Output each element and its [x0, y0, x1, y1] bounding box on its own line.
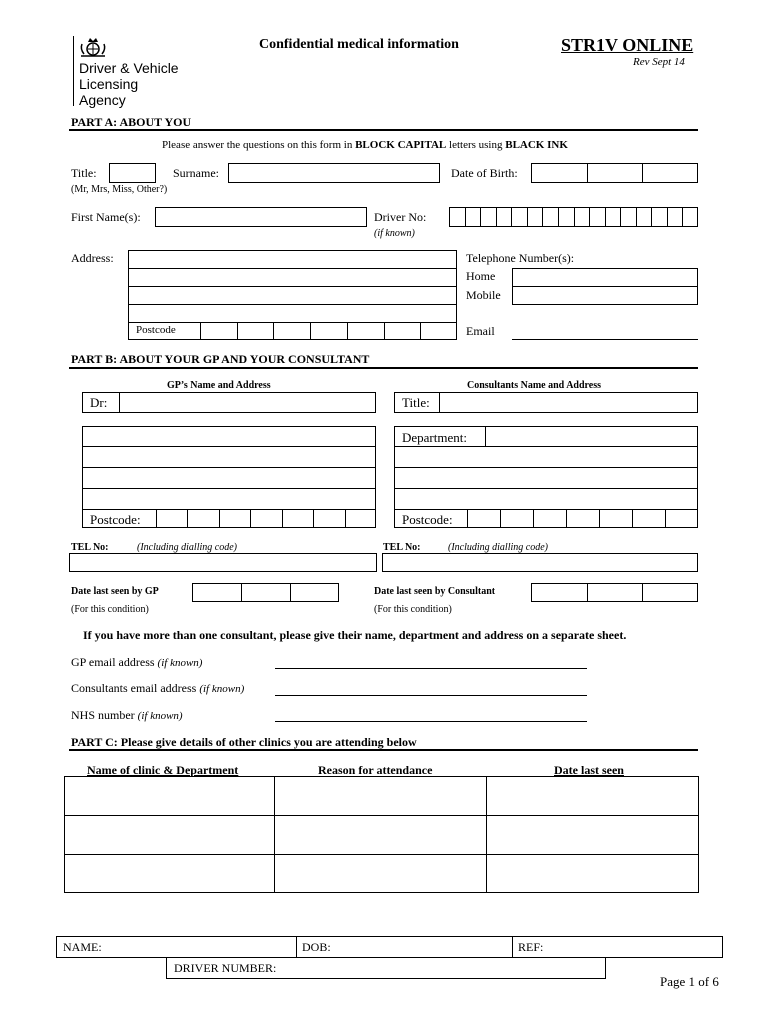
- gp-address-line: [82, 446, 376, 447]
- consultant-postcode-divider: [533, 509, 534, 528]
- first-names-label: First Name(s):: [71, 210, 141, 224]
- part-a-heading: PART A: ABOUT YOU: [71, 115, 192, 129]
- gp-heading: GP’s Name and Address: [167, 380, 271, 391]
- driver-no-divider: [542, 207, 543, 227]
- consultant-seen-field[interactable]: [531, 583, 698, 602]
- address-postcode-divider: [310, 322, 311, 340]
- postcode-divider: [200, 322, 201, 340]
- title-field[interactable]: [109, 163, 156, 183]
- surname-label: Surname:: [173, 166, 219, 180]
- part-c-rule: [69, 749, 698, 751]
- consultant-tel-label: TEL No:: [383, 542, 421, 553]
- logo-rule: [73, 36, 74, 106]
- driver-no-divider: [667, 207, 668, 227]
- driver-no-divider: [682, 207, 683, 227]
- dob-label: Date of Birth:: [451, 166, 518, 180]
- consultant-postcode-divider: [665, 509, 666, 528]
- department-divider: [485, 426, 486, 446]
- driver-no-divider: [620, 207, 621, 227]
- gp-tel-hint: (Including dialling code): [137, 542, 237, 553]
- address-line: [128, 322, 457, 323]
- nhs-label: NHS number (if known): [71, 708, 183, 722]
- driver-no-divider: [496, 207, 497, 227]
- email-field[interactable]: [512, 339, 698, 340]
- consultant-seen-label: Date last seen by Consultant: [374, 586, 496, 597]
- consultant-seen-divider: [587, 583, 588, 602]
- consultant-postcode-divider: [500, 509, 501, 528]
- driver-no-divider: [511, 207, 512, 227]
- address-postcode-divider: [273, 322, 274, 340]
- address-label: Address:: [71, 251, 114, 265]
- nhs-field[interactable]: [275, 721, 587, 722]
- address-postcode-divider: [420, 322, 421, 340]
- address-line: [128, 268, 457, 269]
- dob-field[interactable]: [531, 163, 698, 183]
- agency-line-2: Licensing: [79, 76, 139, 92]
- gp-address-line: [82, 509, 376, 510]
- mobile-label: Mobile: [466, 288, 501, 302]
- consultant-address-line: [394, 446, 698, 447]
- footer-name-label: NAME:: [63, 940, 102, 954]
- surname-field[interactable]: [228, 163, 440, 183]
- form-code: STR1V ONLINE: [561, 35, 694, 55]
- consultant-postcode-divider: [566, 509, 567, 528]
- part-b-rule: [69, 367, 698, 369]
- consultant-tel-hint: (Including dialling code): [448, 542, 548, 553]
- mobile-phone-field[interactable]: [512, 286, 698, 305]
- consultant-title-label: Title:: [402, 395, 430, 410]
- column-header: Date last seen: [554, 763, 624, 777]
- driver-no-divider: [605, 207, 606, 227]
- consultant-postcode-label: Postcode:: [402, 512, 453, 527]
- gp-address-line: [82, 467, 376, 468]
- driver-no-hint: (if known): [374, 228, 415, 239]
- table-row[interactable]: [65, 855, 698, 892]
- postcode-divider: [467, 509, 468, 528]
- consultant-postcode-divider: [599, 509, 600, 528]
- address-line: [128, 304, 457, 305]
- consultant-tel-field[interactable]: [382, 553, 698, 572]
- part-c-heading: PART C: Please give details of other clinics you are attending below: [71, 735, 417, 749]
- part-a-rule: [69, 129, 698, 131]
- telephone-label: Telephone Number(s):: [466, 251, 575, 265]
- dob-divider: [587, 163, 588, 183]
- gp-postcode-label: Postcode:: [90, 512, 141, 527]
- form-heading: Confidential medical information: [259, 37, 459, 52]
- footer-dob-label: DOB:: [302, 940, 331, 954]
- gp-postcode-divider: [282, 509, 283, 528]
- department-label: Department:: [402, 430, 467, 445]
- address-postcode-label: Postcode: [136, 324, 176, 336]
- driver-no-label: Driver No:: [374, 210, 427, 224]
- address-postcode-divider: [237, 322, 238, 340]
- instructions: Please answer the questions on this form in BLOCK CAPITAL letters using BLACK INK: [162, 139, 568, 151]
- revision: Rev Sept 14: [633, 56, 685, 68]
- address-postcode-divider: [347, 322, 348, 340]
- driver-no-divider: [465, 207, 466, 227]
- gp-postcode-divider: [345, 509, 346, 528]
- consultants-email-field[interactable]: [275, 695, 587, 696]
- address-field[interactable]: [128, 250, 457, 340]
- driver-no-divider: [558, 207, 559, 227]
- dr-field[interactable]: [82, 392, 376, 413]
- gp-postcode-divider: [313, 509, 314, 528]
- gp-seen-label: Date last seen by GP: [71, 586, 159, 597]
- agency-line-3: Agency: [79, 92, 126, 108]
- driver-no-divider: [527, 207, 528, 227]
- consultant-address-line: [394, 488, 698, 489]
- address-postcode-divider: [384, 322, 385, 340]
- title-label: Title:: [71, 166, 97, 180]
- consultant-heading: Consultants Name and Address: [467, 380, 602, 391]
- footer-ref-cell[interactable]: [512, 936, 723, 958]
- email-label: Email: [466, 324, 495, 338]
- gp-address-line: [82, 488, 376, 489]
- page-number: Page 1 of 6: [660, 974, 719, 989]
- gp-condition-hint: (For this condition): [71, 604, 149, 615]
- dr-divider: [119, 392, 120, 413]
- gp-tel-field[interactable]: [69, 553, 377, 572]
- gp-tel-label: TEL No:: [71, 542, 109, 553]
- column-header: Name of clinic & Department: [87, 763, 239, 777]
- footer-ref-label: REF:: [518, 940, 544, 954]
- footer-driver-number-label: DRIVER NUMBER:: [174, 961, 277, 975]
- gp-seen-divider: [290, 583, 291, 602]
- first-names-field[interactable]: [155, 207, 367, 227]
- consultant-address-line: [394, 509, 698, 510]
- postcode-divider: [156, 509, 157, 528]
- home-label: Home: [466, 269, 496, 283]
- gp-postcode-divider: [187, 509, 188, 528]
- driver-no-divider: [651, 207, 652, 227]
- gp-postcode-divider: [250, 509, 251, 528]
- consultant-title-divider: [439, 392, 440, 413]
- agency-line-1: Driver & Vehicle: [79, 60, 179, 76]
- table-row[interactable]: [65, 777, 698, 815]
- dob-divider: [642, 163, 643, 183]
- gp-seen-divider: [241, 583, 242, 602]
- gp-postcode-divider: [219, 509, 220, 528]
- consultant-condition-hint: (For this condition): [374, 604, 452, 615]
- table-row[interactable]: [65, 816, 698, 854]
- gp-seen-field[interactable]: [192, 583, 339, 602]
- gp-email-label: GP email address (if known): [71, 655, 203, 669]
- column-header: Reason for attendance: [318, 763, 433, 777]
- driver-no-divider: [636, 207, 637, 227]
- consultant-postcode-divider: [632, 509, 633, 528]
- consultants-email-label: Consultants email address (if known): [71, 681, 245, 695]
- royal-crest-icon: [79, 36, 107, 58]
- consultant-seen-divider: [642, 583, 643, 602]
- multiple-consultants-note: If you have more than one consultant, please give their name, department and address on a separate sheet.: [83, 628, 627, 642]
- dr-label: Dr:: [90, 395, 108, 410]
- driver-no-divider: [574, 207, 575, 227]
- driver-no-divider: [589, 207, 590, 227]
- title-hint: (Mr, Mrs, Miss, Other?): [71, 184, 168, 195]
- address-line: [128, 286, 457, 287]
- driver-no-divider: [480, 207, 481, 227]
- part-b-heading: PART B: ABOUT YOUR GP AND YOUR CONSULTANT: [71, 352, 370, 366]
- consultant-address-line: [394, 467, 698, 468]
- gp-email-field[interactable]: [275, 668, 587, 669]
- home-phone-field[interactable]: [512, 268, 698, 287]
